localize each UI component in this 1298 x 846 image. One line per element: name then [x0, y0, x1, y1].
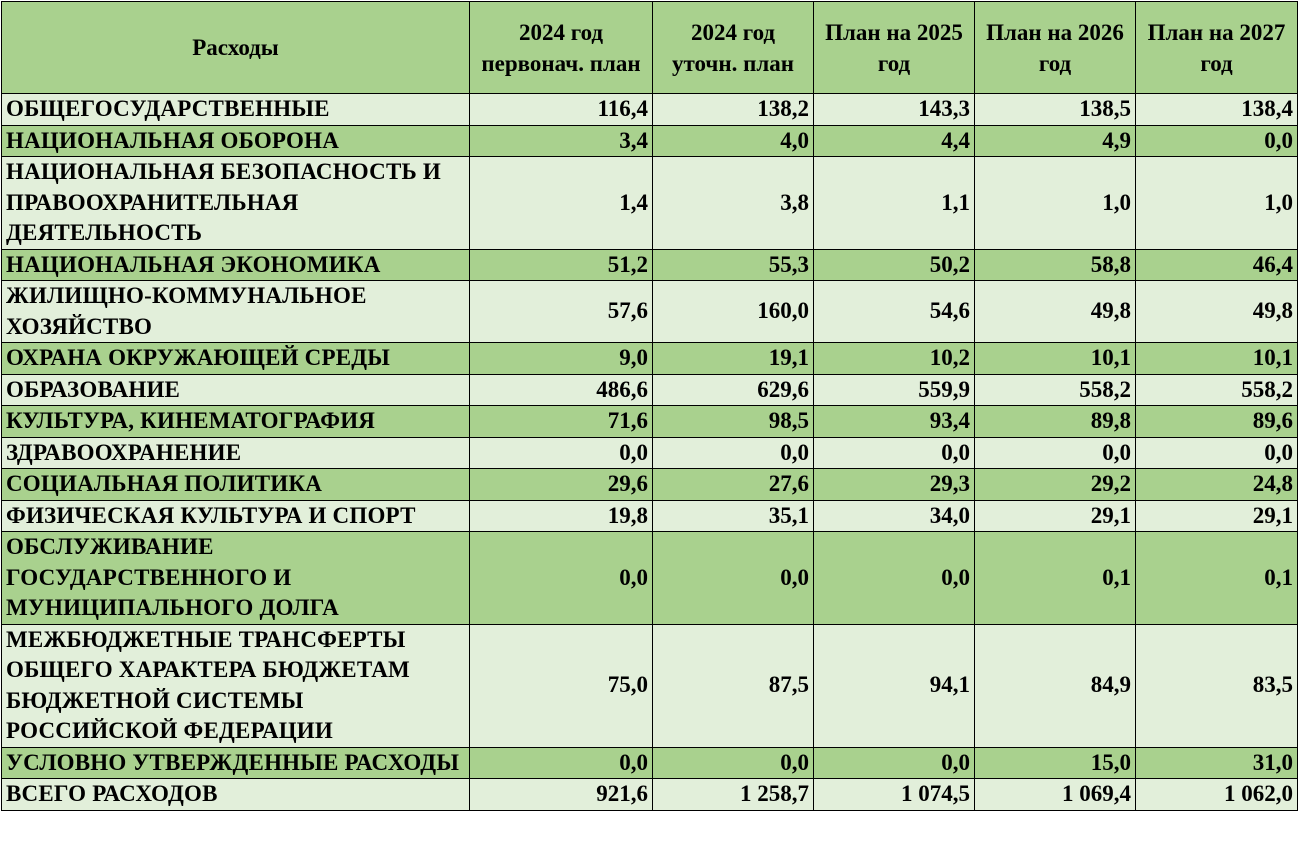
cell-2027: 24,8 [1136, 469, 1298, 501]
cell-2027: 46,4 [1136, 249, 1298, 281]
row-name: МЕЖБЮДЖЕТНЫЕ ТРАНСФЕРТЫ ОБЩЕГО ХАРАКТЕРА БЮДЖЕТАМ БЮДЖЕТНОЙ СИСТЕМЫ РОССИЙСКОЙ ФЕДЕРАЦИИ [2, 624, 470, 747]
row-name: ЗДРАВООХРАНЕНИЕ [2, 437, 470, 469]
table-row [2, 281, 1298, 343]
cell-2024-revised: 55,3 [653, 249, 814, 281]
header-row [2, 2, 1298, 94]
table-row [2, 406, 1298, 438]
cell-2026: 29,2 [975, 469, 1136, 501]
cell-2026: 89,8 [975, 406, 1136, 438]
cell-2024-revised: 19,1 [653, 343, 814, 375]
cell-2026: 49,8 [975, 281, 1136, 343]
cell-2024-revised: 1 258,7 [653, 779, 814, 811]
table-row [2, 437, 1298, 469]
row-name: НАЦИОНАЛЬНАЯ ОБОРОНА [2, 125, 470, 157]
cell-2024-revised: 0,0 [653, 747, 814, 779]
header-plan-2027: План на 2027 год [1136, 2, 1298, 94]
cell-2024-initial: 3,4 [470, 125, 653, 157]
cell-2024-initial: 75,0 [470, 624, 653, 747]
cell-2026: 84,9 [975, 624, 1136, 747]
cell-2027: 558,2 [1136, 374, 1298, 406]
cell-2024-initial: 116,4 [470, 94, 653, 126]
cell-2026: 29,1 [975, 500, 1136, 532]
cell-2024-revised: 0,0 [653, 437, 814, 469]
total-row [2, 779, 1298, 811]
cell-2024-initial: 0,0 [470, 532, 653, 625]
row-name: СОЦИАЛЬНАЯ ПОЛИТИКА [2, 469, 470, 501]
cell-2027: 10,1 [1136, 343, 1298, 375]
cell-2027: 138,4 [1136, 94, 1298, 126]
cell-2027: 49,8 [1136, 281, 1298, 343]
cell-2026: 0,0 [975, 437, 1136, 469]
cell-2027: 83,5 [1136, 624, 1298, 747]
cell-2024-revised: 160,0 [653, 281, 814, 343]
cell-2027: 1 062,0 [1136, 779, 1298, 811]
cell-2026: 15,0 [975, 747, 1136, 779]
cell-2024-revised: 35,1 [653, 500, 814, 532]
cell-2025: 10,2 [814, 343, 975, 375]
cell-2024-revised: 98,5 [653, 406, 814, 438]
header-2024-initial-plan: 2024 год первонач. план [470, 2, 653, 94]
table-row [2, 94, 1298, 126]
cell-2025: 0,0 [814, 532, 975, 625]
cell-2024-initial: 921,6 [470, 779, 653, 811]
cell-2024-initial: 9,0 [470, 343, 653, 375]
row-name: НАЦИОНАЛЬНАЯ БЕЗОПАСНОСТЬ И ПРАВООХРАНИТЕЛЬНАЯ ДЕЯТЕЛЬНОСТЬ [2, 157, 470, 250]
row-name: ВСЕГО РАСХОДОВ [2, 779, 470, 811]
cell-2024-initial: 57,6 [470, 281, 653, 343]
cell-2025: 559,9 [814, 374, 975, 406]
cell-2027: 0,0 [1136, 125, 1298, 157]
cell-2024-initial: 0,0 [470, 437, 653, 469]
row-name: ЖИЛИЩНО-КОММУНАЛЬНОЕ ХОЗЯЙСТВО [2, 281, 470, 343]
table-row [2, 624, 1298, 747]
table-row [2, 469, 1298, 501]
cell-2025: 0,0 [814, 437, 975, 469]
row-name: ОБСЛУЖИВАНИЕ ГОСУДАРСТВЕННОГО И МУНИЦИПАЛЬНОГО ДОЛГА [2, 532, 470, 625]
cell-2026: 558,2 [975, 374, 1136, 406]
row-name: НАЦИОНАЛЬНАЯ ЭКОНОМИКА [2, 249, 470, 281]
header-plan-2026: План на 2026 год [975, 2, 1136, 94]
cell-2026: 1,0 [975, 157, 1136, 250]
cell-2026: 4,9 [975, 125, 1136, 157]
cell-2026: 0,1 [975, 532, 1136, 625]
table-row [2, 249, 1298, 281]
cell-2025: 94,1 [814, 624, 975, 747]
cell-2024-revised: 27,6 [653, 469, 814, 501]
table-row [2, 532, 1298, 625]
budget-expenses-table [1, 1, 1298, 811]
cell-2024-initial: 71,6 [470, 406, 653, 438]
cell-2025: 34,0 [814, 500, 975, 532]
cell-2026: 10,1 [975, 343, 1136, 375]
cell-2027: 0,0 [1136, 437, 1298, 469]
table-row [2, 157, 1298, 250]
cell-2024-revised: 138,2 [653, 94, 814, 126]
cell-2027: 31,0 [1136, 747, 1298, 779]
cell-2024-revised: 0,0 [653, 532, 814, 625]
table-row [2, 125, 1298, 157]
cell-2024-revised: 3,8 [653, 157, 814, 250]
cell-2024-revised: 87,5 [653, 624, 814, 747]
cell-2025: 93,4 [814, 406, 975, 438]
cell-2024-initial: 0,0 [470, 747, 653, 779]
row-name: ОХРАНА ОКРУЖАЮЩЕЙ СРЕДЫ [2, 343, 470, 375]
table-row [2, 343, 1298, 375]
cell-2024-revised: 4,0 [653, 125, 814, 157]
cell-2025: 4,4 [814, 125, 975, 157]
table-row [2, 374, 1298, 406]
cell-2024-initial: 51,2 [470, 249, 653, 281]
cell-2026: 138,5 [975, 94, 1136, 126]
header-2024-revised-plan: 2024 год уточн. план [653, 2, 814, 94]
cell-2024-revised: 629,6 [653, 374, 814, 406]
cell-2027: 29,1 [1136, 500, 1298, 532]
cell-2026: 1 069,4 [975, 779, 1136, 811]
row-name: ОБЩЕГОСУДАРСТВЕННЫЕ [2, 94, 470, 126]
row-name: КУЛЬТУРА, КИНЕМАТОГРАФИЯ [2, 406, 470, 438]
cell-2027: 1,0 [1136, 157, 1298, 250]
cell-2025: 29,3 [814, 469, 975, 501]
table-row [2, 747, 1298, 779]
cell-2025: 54,6 [814, 281, 975, 343]
cell-2024-initial: 1,4 [470, 157, 653, 250]
cell-2025: 50,2 [814, 249, 975, 281]
cell-2025: 1 074,5 [814, 779, 975, 811]
cell-2024-initial: 29,6 [470, 469, 653, 501]
cell-2025: 1,1 [814, 157, 975, 250]
row-name: УСЛОВНО УТВЕРЖДЕННЫЕ РАСХОДЫ [2, 747, 470, 779]
table-row [2, 500, 1298, 532]
row-name: ОБРАЗОВАНИЕ [2, 374, 470, 406]
cell-2027: 0,1 [1136, 532, 1298, 625]
cell-2026: 58,8 [975, 249, 1136, 281]
header-plan-2025: План на 2025 год [814, 2, 975, 94]
header-category: Расходы [2, 2, 470, 94]
cell-2027: 89,6 [1136, 406, 1298, 438]
cell-2025: 0,0 [814, 747, 975, 779]
cell-2025: 143,3 [814, 94, 975, 126]
cell-2024-initial: 486,6 [470, 374, 653, 406]
row-name: ФИЗИЧЕСКАЯ КУЛЬТУРА И СПОРТ [2, 500, 470, 532]
cell-2024-initial: 19,8 [470, 500, 653, 532]
